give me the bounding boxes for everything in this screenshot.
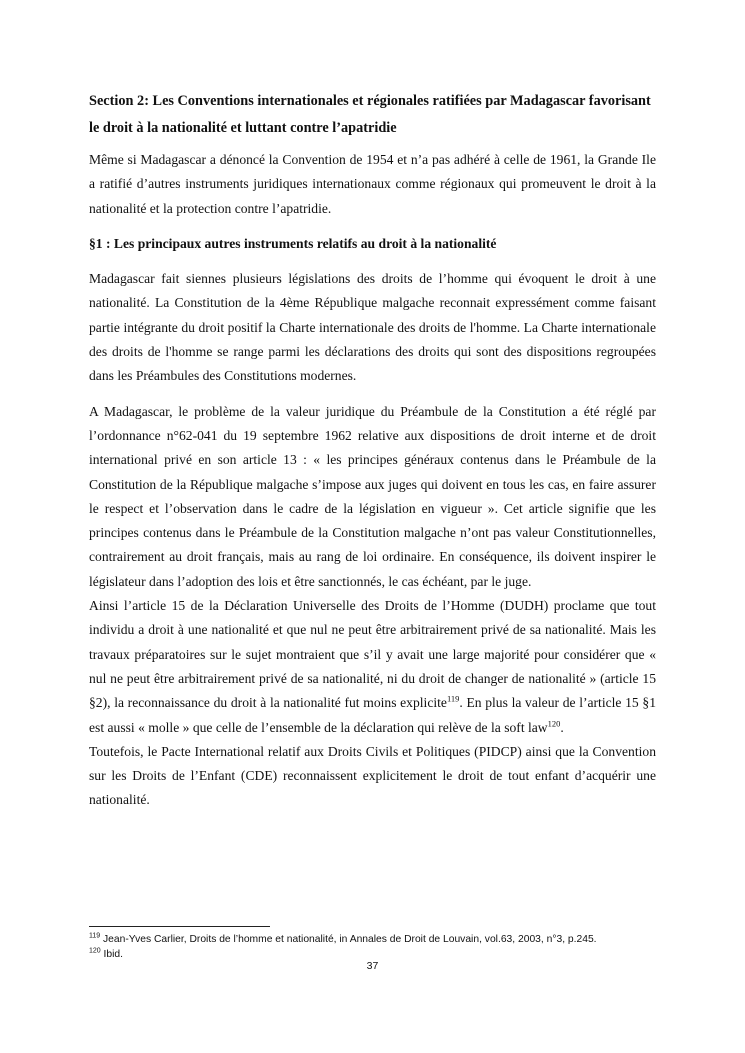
paragraph-dudh-text-b: . En plus la valeur de l’article 15 §1 est aussi « molle » que celle de l’ensemble de la déclaration qui relève de la soft law [89, 695, 656, 735]
footnote-item [89, 933, 669, 948]
paragraph-dudh-text-a: Ainsi l’article 15 de la Déclaration Universelle des Droits de l’Homme (DUDH) proclame que tout individu a droit à une nationalité et que nul ne peut être arbitrairement privé de sa nationalité. Mais les travaux préparatoires sur le sujet montraient que s’il y avait une large majorité pour considérer que « nul ne peut être arbitrairement privé de sa nationalité, ni du droit de changer de nationalité » (article 15 §2), la reconnaissance du droit à la nationalité fut moins explicite [89, 598, 656, 711]
subsection-heading: §1 : Les principaux autres instruments relatifs au droit à la nationalité [89, 235, 497, 251]
section-heading: Section 2: Les Conventions internationales et régionales ratifiées par Madagascar favorisant le droit à la nationalité et luttant contre l’apatridie [89, 93, 651, 136]
footnote-text: Jean-Yves Carlier, Droits de l’homme et nationalité, in Annales de Droit de Louvain, vol.63, 2003, n°3, p.245. [100, 934, 597, 945]
intro-paragraph: Même si Madagascar a dénoncé la Convention de 1954 et n’a pas adhéré à celle de 1961, la Grande Ile a ratifié d’autres instruments juridiques internationaux comme régionaux qui promeuvent le droit à la nationalité et la protection contre l’apatridie. [89, 152, 656, 216]
footnotes [89, 933, 669, 962]
paragraph-preambule: A Madagascar, le problème de la valeur juridique du Préambule de la Constitution a été réglé par l’ordonnance n°62-041 du 19 septembre 1962 relative aux dispositions de droit interne et de droit international privé en son article 13 : « les principes généraux contenus dans le Préambule de la Constitution de la République malgache s’impose aux juges qui doivent en tous les cas, en faire assurer le respect et l’observation dans le cadre de la législation en vigueur ». Cet article signifie que les principes contenus dans le Préambule de la Constitution malgache n’ont pas valeur Constitutionnelles, contrairement au droit français, mais au rang de loi ordinaire. En conséquence, ils doivent inspirer le législateur dans l’adoption des lois et être sanctionnés, le cas échéant, par le juge. [89, 403, 656, 589]
paragraph-pidcp: Toutefois, le Pacte International relatif aux Droits Civils et Politiques (PIDCP) ainsi que la Convention sur les Droits de l’Enfant (CDE) reconnaissent explicitement le droit de tout enfant d’acquérir une nationalité. [89, 743, 656, 808]
footnote-text: Ibid. [100, 948, 124, 960]
paragraph-dudh-text-c: . [560, 719, 564, 735]
footnote-separator [89, 926, 270, 927]
page-number: 37 [366, 960, 379, 972]
paragraph-constitution: Madagascar fait siennes plusieurs législations des droits de l’homme qui évoquent le droit à une nationalité. La Constitution de la 4ème République malgache reconnait expressément comme faisant partie intégrante du droit positif la Charte internationale des droits de l'homme. La Charte internationale des droits de l'homme se range parmi les déclarations des droits qui sont des dispositions regroupées dans les Préambules des Constitutions modernes. [89, 271, 656, 384]
footnote-number: 120 [89, 947, 101, 955]
footnote-ref-120[interactable]: 120 [547, 718, 561, 728]
footnote-ref-119[interactable]: 119 [446, 693, 460, 704]
footnote-number: 119 [89, 932, 101, 940]
body-text [89, 88, 656, 813]
paragraph-dudh [89, 594, 656, 740]
